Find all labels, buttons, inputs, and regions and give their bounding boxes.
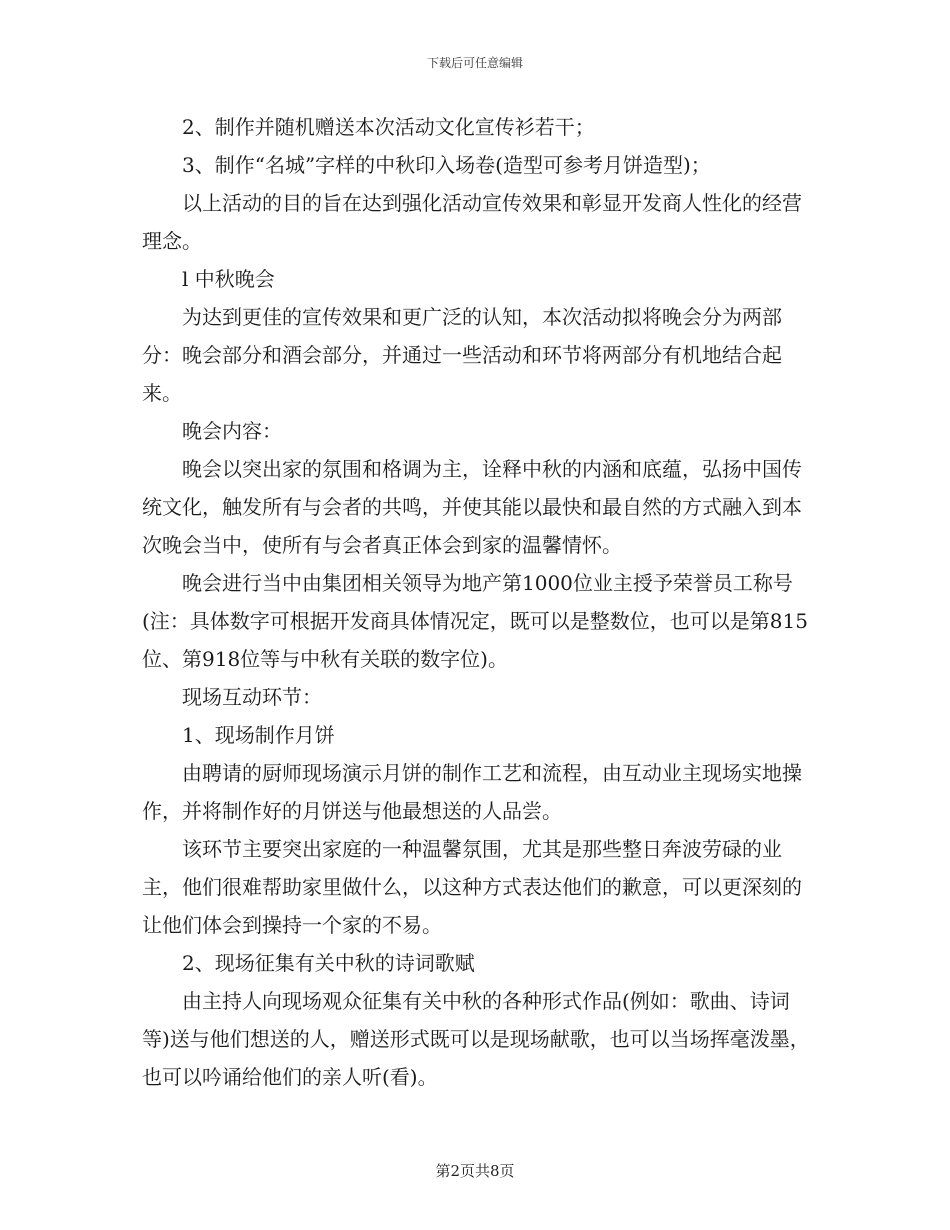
subheading: 现场互动环节： — [182, 685, 322, 709]
paragraph: 晚会以突出家的氛围和格调为主，诠释中秋的内涵和底蕴，弘扬中国传统文化，触发所有与会者的共鸣，并使其能以最快和最自然的方式融入到本次晚会当中，使所有与会者真正体会到家的温馨情怀。 — [142, 457, 802, 557]
paragraph: 以上活动的目的旨在达到强化活动宣传效果和彰显开发商人性化的经营理念。 — [142, 191, 802, 253]
paragraph: 由主持人向现场观众征集有关中秋的各种形式作品(例如：歌曲、诗词等)送与他们想送的人，赠送形式既可以是现场献歌，也可以当场挥毫泼墨，也可以吟诵给他们的亲人听(看)。 — [142, 989, 810, 1089]
paragraph: 由聘请的厨师现场演示月饼的制作工艺和流程，由互动业主现场实地操作，并将制作好的月饼送与他最想送的人品尝。 — [142, 761, 802, 823]
list-item: 2、现场征集有关中秋的诗词歌赋 — [182, 951, 475, 975]
paragraph: 该环节主要突出家庭的一种温馨氛围，尤其是那些整日奔波劳碌的业主，他们很难帮助家里做什么，以这种方式表达他们的歉意，可以更深刻的让他们体会到操持一个家的不易。 — [142, 837, 802, 937]
list-item: 1、现场制作月饼 — [182, 723, 335, 747]
page-number: 第2页共8页 — [435, 1162, 515, 1180]
paragraph: 2、制作并随机赠送本次活动文化宣传衫若干； — [182, 115, 595, 139]
subheading: 晚会内容： — [182, 419, 282, 443]
section-heading: l 中秋晚会 — [182, 267, 275, 291]
paragraph: 3、制作“名城”字样的中秋印入场卷(造型可参考月饼造型)； — [182, 153, 711, 177]
paragraph: 晚会进行当中由集团相关领导为地产第1000位业主授予荣誉员工称号(注：具体数字可根据开发商具体情况定，既可以是整数位，也可以是第815位、第918位等与中秋有关联的数字位)。 — [142, 571, 808, 671]
document-body — [142, 108, 810, 1096]
page-header-note: 下载后可任意编辑 — [426, 56, 523, 70]
paragraph: 为达到更佳的宣传效果和更广泛的认知，本次活动拟将晚会分为两部分：晚会部分和酒会部分，并通过一些活动和环节将两部分有机地结合起来。 — [142, 305, 782, 405]
